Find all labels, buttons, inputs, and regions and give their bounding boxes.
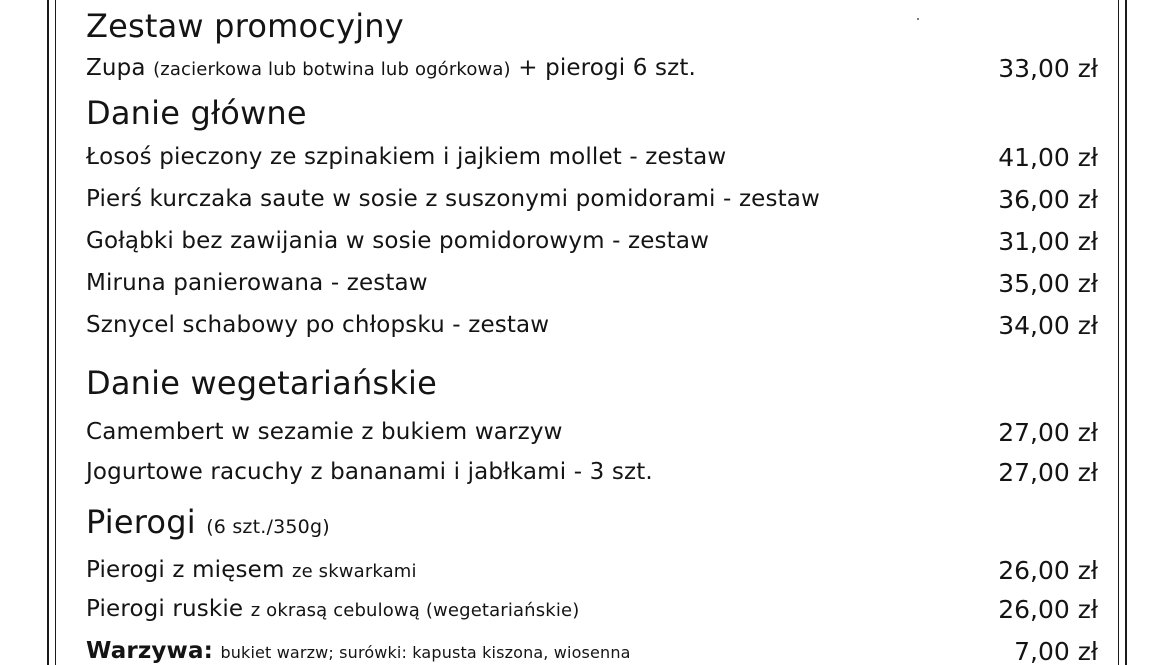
menu-item-pierogi-ruskie bbox=[86, 598, 579, 621]
menu-item-name: Zupa bbox=[86, 55, 146, 81]
menu-item-price: 33,00 zł bbox=[998, 54, 1098, 83]
paper-speck bbox=[917, 18, 919, 20]
menu-item-price: 36,00 zł bbox=[998, 185, 1098, 214]
menu-item-name: Jogurtowe racuchy z bananami i jabłkami - 3 szt. bbox=[86, 459, 653, 485]
menu-item-price: 27,00 zł bbox=[998, 458, 1098, 487]
menu-item-name: Camembert w sezamie z bukiem warzyw bbox=[86, 419, 563, 445]
menu-item-price: 31,00 zł bbox=[998, 227, 1098, 256]
menu-item-price: 26,00 zł bbox=[998, 595, 1098, 624]
section-heading-pierogi bbox=[86, 503, 330, 541]
menu-item-promo-set bbox=[86, 57, 696, 80]
menu-item-name: Miruna panierowana - zestaw bbox=[86, 270, 428, 296]
menu-item-name: Gołąbki bez zawijania w sosie pomidorowym - zestaw bbox=[86, 228, 710, 254]
menu-item-price: 27,00 zł bbox=[998, 418, 1098, 447]
section-heading-text: Pierogi bbox=[86, 503, 196, 541]
section-heading-detail: (6 szt./350g) bbox=[206, 516, 330, 538]
menu-item-price: 26,00 zł bbox=[998, 556, 1098, 585]
menu-item-suffix: + pierogi 6 szt. bbox=[518, 55, 696, 81]
menu-item-price: 34,00 zł bbox=[998, 311, 1098, 340]
section-heading-main: Danie główne bbox=[86, 94, 307, 132]
menu-item-name: Pierś kurczaka saute w sosie z suszonymi pomidorami - zestaw bbox=[86, 186, 820, 212]
extras-label: Warzywa: bbox=[86, 638, 213, 664]
menu-item-name: Pierogi ruskie bbox=[86, 596, 244, 622]
menu-item-detail: z okrasą cebulową (wegetariańskie) bbox=[250, 600, 580, 621]
menu-item-price: 41,00 zł bbox=[998, 143, 1098, 172]
menu-item-vegetables bbox=[86, 640, 631, 663]
menu-item-name: Sznycel schabowy po chłopsku - zestaw bbox=[86, 312, 550, 338]
menu-item-price: 35,00 zł bbox=[998, 269, 1098, 298]
menu-item-detail: ze skwarkami bbox=[291, 561, 417, 582]
menu-item-detail: (zacierkowa lub botwina lub ogórkowa) bbox=[153, 59, 511, 80]
section-heading-promo: Zestaw promocyjny bbox=[86, 7, 404, 45]
menu-item-name: Pierogi z mięsem bbox=[86, 557, 285, 583]
extras-detail: bukiet warzw; surówki: kapusta kiszona, wiosenna bbox=[220, 643, 631, 662]
menu-item-pierogi-meat bbox=[86, 559, 417, 582]
section-heading-vegetarian: Danie wegetariańskie bbox=[86, 364, 438, 402]
menu-item-name: Łosoś pieczony ze szpinakiem i jajkiem mollet - zestaw bbox=[86, 144, 727, 170]
extras-price: 7,00 zł bbox=[1014, 637, 1098, 665]
